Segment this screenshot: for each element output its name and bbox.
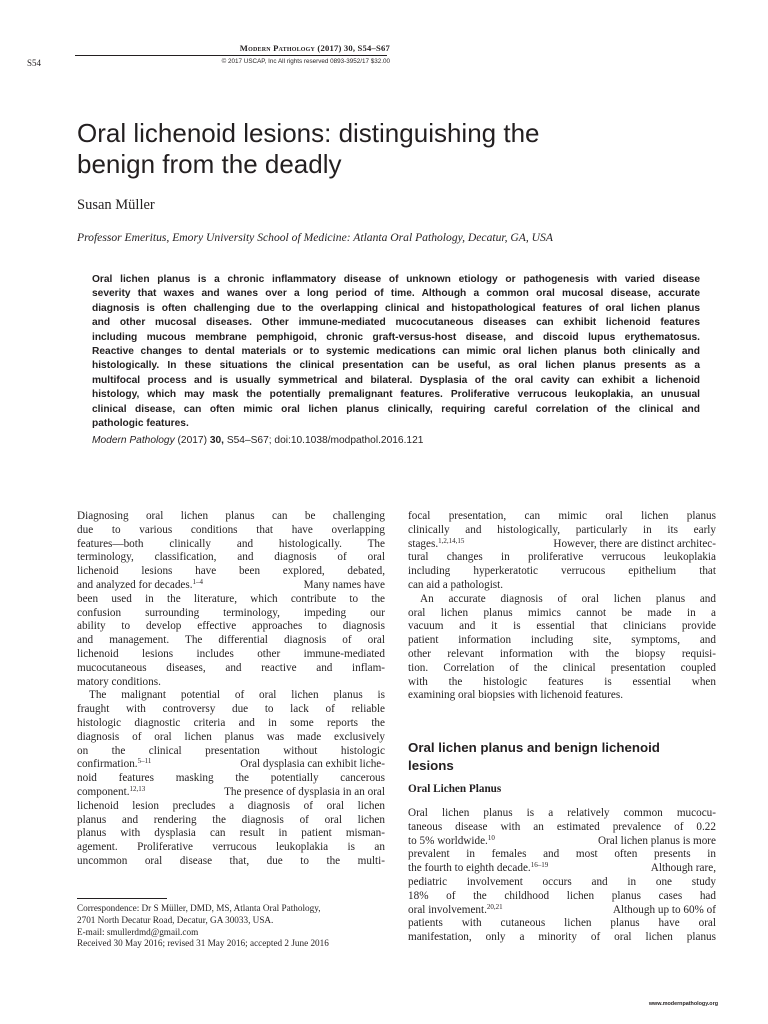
body-line: focal presentation, can mimic oral lichen planus bbox=[408, 510, 716, 522]
body-line: other relevant information with the biopsy requisi- bbox=[408, 647, 716, 660]
body-text bbox=[408, 862, 548, 876]
title-line: benign from the deadly bbox=[77, 149, 342, 179]
body-text: The presence of dysplasia in an oral bbox=[224, 785, 385, 798]
abstract-line: pathologic features. bbox=[92, 417, 189, 429]
body-text bbox=[408, 835, 495, 849]
body-text: confirmation. bbox=[77, 758, 138, 771]
body-line: features—both clinically and histologically. The bbox=[77, 537, 385, 550]
body-line: agement. Proliferative verrucous leukoplakia is an bbox=[77, 841, 385, 854]
body-line: lichenoid lesion precludes a diagnosis of oral lichen bbox=[77, 799, 385, 812]
article-title bbox=[77, 118, 717, 180]
body-text bbox=[408, 904, 503, 918]
body-line: uncommon oral disease that, due to the multi- bbox=[77, 854, 385, 867]
body-line: been used in the literature, which contribute to the bbox=[77, 592, 385, 605]
body-line bbox=[408, 862, 716, 876]
reference-superscript[interactable]: 16–19 bbox=[530, 861, 549, 870]
abstract-line: and other mucosal diseases. Other immune-mediated mucocutaneous diseases can exhibit lichenoid features bbox=[92, 317, 700, 329]
author-affiliation: Professor Emeritus, Emory University School of Medicine: Atlanta Oral Pathology, Decatur, GA, USA bbox=[77, 231, 553, 244]
abstract bbox=[92, 273, 700, 431]
body-line: including hyperkeratotic verrucous epithelium that bbox=[408, 565, 716, 578]
reference-superscript[interactable]: 20,21 bbox=[486, 902, 503, 911]
body-text bbox=[77, 579, 203, 593]
body-text: oral involvement. bbox=[408, 903, 487, 916]
footnote-rule bbox=[77, 898, 167, 899]
body-column-right-section bbox=[408, 807, 716, 945]
body-text: Oral lichen planus is more bbox=[597, 834, 716, 847]
footnote-line: 2701 North Decatur Road, Decatur, GA 30033, USA. bbox=[77, 914, 274, 925]
body-line: due to various conditions that have overlapping bbox=[77, 523, 385, 536]
body-line: taneous disease with an estimated prevalence of 0.22 bbox=[408, 820, 716, 833]
abstract-line: diagnosis is often challenging due to the overlapping clinical and histopathological features of oral lichen planus bbox=[92, 302, 700, 314]
body-text: the fourth to eighth decade. bbox=[408, 862, 531, 875]
body-text: stages. bbox=[408, 537, 439, 550]
body-line: fraught with controversy due to lack of reliable bbox=[77, 703, 385, 716]
body-text: Although up to 60% of bbox=[612, 903, 716, 916]
subsection-heading: Oral Lichen Planus bbox=[408, 783, 502, 795]
correspondence-footnote bbox=[77, 903, 397, 950]
body-line: and management. The differential diagnosis of oral bbox=[77, 634, 385, 647]
body-column-left bbox=[77, 510, 385, 869]
citation-journal: Modern Pathology bbox=[92, 435, 175, 446]
body-line: The malignant potential of oral lichen planus is bbox=[89, 689, 385, 702]
body-line: patient information including site, symptoms, and bbox=[408, 634, 716, 647]
body-line: 18% of the childhood lichen planus cases had bbox=[408, 889, 716, 902]
section-heading-line: Oral lichen planus and benign lichenoid bbox=[408, 740, 660, 755]
reference-superscript[interactable]: 1,2,14,15 bbox=[438, 536, 465, 545]
reference-superscript[interactable]: 1–4 bbox=[192, 577, 204, 586]
body-line: Oral lichen planus is a relatively common mucocu- bbox=[408, 807, 716, 819]
body-line: with the histologic features is essential when bbox=[408, 675, 716, 688]
body-line: noid features masking the potentially cancerous bbox=[77, 772, 385, 785]
body-line bbox=[408, 904, 716, 918]
body-text: Although rare, bbox=[650, 862, 716, 875]
footer-url[interactable]: www.modernpathology.org bbox=[648, 1001, 718, 1007]
abstract-line: multifocal process and is usually symmetrical and bilateral. Dysplasia of the oral cavity can exhibit a lichenoid bbox=[92, 374, 700, 386]
abstract-line: Reactive changes to dental materials or to systemic medications can mimic oral lichen planus both clinically and bbox=[92, 345, 700, 357]
body-line: mucocutaneous diseases, and reactive and inflam- bbox=[77, 661, 385, 674]
body-text: to 5% worldwide. bbox=[408, 834, 488, 847]
body-line: lichenoid lesions have been explored, debated, bbox=[77, 565, 385, 578]
body-line: tural changes in proliferative verrucous leukoplakia bbox=[408, 551, 716, 564]
body-text: and analyzed for decades. bbox=[77, 578, 193, 591]
footnote-line: Correspondence: Dr S Müller, DMD, MS, Atlanta Oral Pathology, bbox=[77, 903, 321, 913]
body-line: pediatric involvement occurs and in one study bbox=[408, 875, 716, 888]
section-heading bbox=[408, 739, 728, 775]
body-line: clinically and histologically, particularly in its early bbox=[408, 523, 716, 536]
running-header-journal: Modern Pathology (2017) 30, S54–S67 bbox=[239, 43, 390, 53]
body-text bbox=[408, 538, 464, 552]
body-line: terminology, classification, and diagnosis of oral bbox=[77, 551, 385, 564]
body-text: Oral dysplasia can exhibit liche- bbox=[240, 758, 385, 771]
section-heading-line: lesions bbox=[408, 758, 454, 773]
body-line: tion. Correlation of the clinical presentation coupled bbox=[408, 661, 716, 674]
reference-superscript[interactable]: 5–11 bbox=[137, 757, 152, 766]
page-number: S54 bbox=[27, 58, 42, 68]
citation-doi[interactable]: S54–S67; doi:10.1038/modpathol.2016.121 bbox=[226, 435, 424, 446]
citation-year: (2017) bbox=[177, 435, 207, 446]
body-column-right bbox=[408, 510, 716, 703]
body-line: histologic diagnostic criteria and in some reports the bbox=[77, 716, 385, 729]
body-line: planus with dysplasia can result in patient misman- bbox=[77, 827, 385, 840]
body-line: manifestation, only a minority of oral lichen planus bbox=[408, 931, 716, 944]
body-line: patients with cutaneous lichen planus have oral bbox=[408, 917, 716, 930]
body-line: oral lichen planus mimics cannot be made in a bbox=[408, 606, 716, 619]
reference-superscript[interactable]: 10 bbox=[487, 833, 495, 842]
abstract-line: including mucous membrane pemphigoid, chronic graft-versus-host disease, and discoid lupus erythematosus. bbox=[92, 331, 700, 343]
body-line: lichenoid lesions includes other immune-mediated bbox=[77, 647, 385, 660]
abstract-line: severity that waxes and wanes over a long period of time. Although a common oral mucosal disease, accurate bbox=[92, 288, 700, 300]
copyright-line: © 2017 USCAP, Inc All rights reserved 0893-3952/17 $32.00 bbox=[221, 58, 390, 65]
body-line: on the clinical presentation without histologic bbox=[77, 744, 385, 757]
body-line: confusion surrounding terminology, impeding our bbox=[77, 606, 385, 619]
body-text: However, there are distinct architec- bbox=[553, 537, 716, 550]
body-line bbox=[77, 786, 385, 800]
abstract-line: Oral lichen planus is a chronic inflammatory disease of unknown etiology or pathogenesis with varied disease bbox=[92, 274, 700, 285]
abstract-line: histology, which may mask the potentially premalignant features. Proliferative verrucous leukoplakia, an unusual bbox=[92, 389, 700, 401]
body-line bbox=[77, 758, 385, 772]
body-text bbox=[77, 786, 145, 800]
body-line: An accurate diagnosis of oral lichen planus and bbox=[420, 592, 716, 605]
body-line: diagnosis of oral lichen planus was made exclusively bbox=[77, 730, 385, 743]
body-line: vacuum and it is essential that clinicians provide bbox=[408, 620, 716, 633]
author-name: Susan Müller bbox=[77, 197, 155, 213]
body-text bbox=[77, 758, 151, 772]
body-line bbox=[408, 538, 716, 552]
body-text: Many names have bbox=[303, 578, 385, 591]
body-line: planus and rendering the diagnosis of oral lichen bbox=[77, 813, 385, 826]
body-line: Diagnosing oral lichen planus can be challenging bbox=[77, 510, 385, 522]
title-line: Oral lichenoid lesions: distinguishing the bbox=[77, 118, 540, 148]
footnote-email[interactable]: E-mail: smullerdmd@gmail.com bbox=[77, 926, 199, 937]
body-line: matory conditions. bbox=[77, 675, 161, 688]
citation-line bbox=[92, 435, 692, 446]
abstract-line: histologically. In these situations the clinical presentation can be useful, as oral lichen planus presents as a bbox=[92, 360, 700, 372]
footnote-line: Received 30 May 2016; revised 31 May 2016; accepted 2 June 2016 bbox=[77, 938, 329, 949]
header-rule bbox=[75, 55, 387, 56]
body-line: can aid a pathologist. bbox=[408, 578, 504, 591]
body-line: ability to develop effective approaches to diagnosis bbox=[77, 620, 385, 633]
body-line bbox=[77, 579, 385, 593]
body-line: examining oral biopsies with lichenoid features. bbox=[408, 689, 623, 702]
citation-volume: 30, bbox=[209, 435, 224, 446]
body-line: prevalent in females and most often presents in bbox=[408, 848, 716, 861]
body-text: component. bbox=[77, 785, 130, 798]
reference-superscript[interactable]: 12,13 bbox=[129, 784, 146, 793]
body-line bbox=[408, 835, 716, 849]
abstract-line: clinical disease, can often mimic oral lichen planus clinically, requiring careful correlation of the clinical and bbox=[92, 403, 700, 415]
